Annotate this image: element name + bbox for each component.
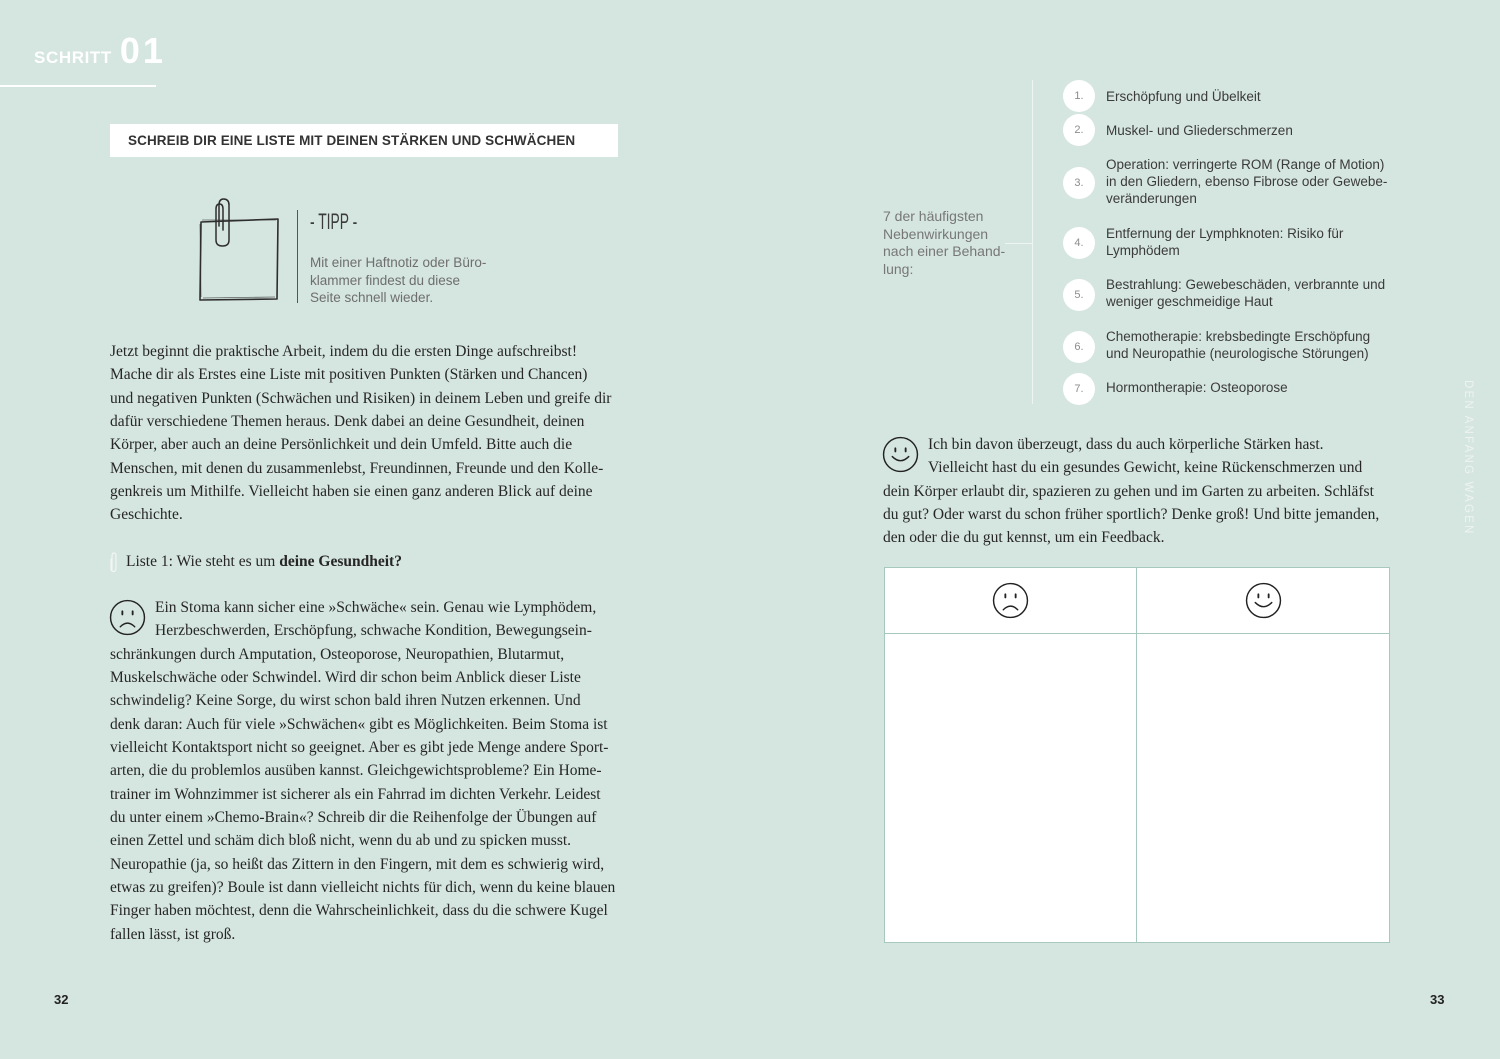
- side-effect-item: [1063, 328, 1393, 362]
- list-heading: [126, 550, 402, 573]
- side-effect-item: [1063, 379, 1393, 396]
- table-header-weaknesses: [885, 568, 1137, 634]
- paragraph-line: du unter einem »Chemo-Brain«? Schreib dir die Reihenfolge der Übungen auf: [110, 809, 597, 827]
- list-heading-topic: deine Gesundheit?: [279, 553, 402, 570]
- side-effect-text: [1106, 122, 1393, 139]
- list-heading-prefix: Liste 1: Wie steht es um: [126, 553, 280, 570]
- chapter-section-label: DEN ANFANG WAGEN: [1462, 380, 1474, 536]
- tip-line: klammer findest du diese: [310, 272, 461, 288]
- sticky-note-paperclip-icon: [190, 196, 290, 308]
- step-underline: [0, 85, 156, 87]
- side-effect-line: veränderungen: [1106, 191, 1197, 206]
- caption-connector-line: [1005, 243, 1032, 244]
- paragraph-line: arten, die du problemlos ausüben kannst. Gleichgewichtsprobleme? Ein Home-: [110, 762, 602, 780]
- paragraph-line: einen Zettel und schäm dich bloß nicht, wenn du ab und zu spicken musst.: [110, 832, 572, 850]
- side-effect-item: [1063, 156, 1393, 207]
- side-effect-text: [1106, 379, 1393, 396]
- paragraph-line: Mache dir als Erstes eine Liste mit positiven Punkten (Stärken und Chancen): [110, 366, 588, 384]
- step-label: [34, 30, 166, 72]
- paragraph-line: denk daran: Auch für viele »Schwächen« gibt es Möglichkeiten. Beim Stoma ist: [110, 715, 608, 733]
- side-effect-number: 3.: [1063, 167, 1095, 199]
- side-effect-number: 7.: [1063, 373, 1095, 405]
- tip-divider: [297, 210, 298, 303]
- side-effect-line: Chemotherapie: krebsbedingte Erschöpfung: [1106, 329, 1371, 344]
- paragraph-line: Herzbeschwerden, Erschöpfung, schwache Kondition, Bewegungsein-: [155, 622, 592, 640]
- paragraph-line: genkreis um Mithilfe. Vielleicht haben sie einen ganz anderen Blick auf deine: [110, 483, 593, 501]
- exercise-heading-box: [110, 124, 618, 157]
- tip-text: [310, 254, 486, 307]
- paragraph-line: dafür verschiedene Themen heraus. Denk dabei an deine Gesundheit, deinen: [110, 413, 585, 431]
- side-effect-line: und Neuropathie (neurologische Störungen): [1106, 346, 1369, 361]
- paragraph-line: du gut? Oder warst du schon früher sportlich? Denke groß! Und bitte jemanden,: [883, 506, 1380, 524]
- exercise-heading: SCHREIB DIR EINE LISTE MIT DEINEN STÄRKEN UND SCHWÄCHEN: [128, 133, 576, 148]
- strengths-paragraph: [883, 433, 1379, 550]
- paragraph-line: schwindelig? Keine Sorge, du wirst schon bald ihren Nutzen erkennen. Und: [110, 692, 581, 710]
- paragraph-line: Vielleicht hast du ein gesundes Gewicht, keine Rückenschmerzen und: [928, 459, 1363, 477]
- side-effect-text: [1106, 276, 1393, 310]
- paperclip-icon: [108, 551, 120, 573]
- side-effect-number: 1.: [1063, 80, 1095, 112]
- side-effects-caption: [883, 208, 1005, 278]
- side-effect-item: [1063, 88, 1393, 105]
- side-effect-text: [1106, 88, 1393, 105]
- caption-line: 7 der häufigsten: [883, 208, 984, 224]
- table-cell-strengths: [1137, 634, 1389, 942]
- side-effect-item: [1063, 122, 1393, 139]
- intro-paragraph: [110, 340, 611, 527]
- paragraph-line: Ich bin davon überzeugt, dass du auch körperliche Stärken hast.: [928, 436, 1324, 453]
- paragraph-line: Neuropathie (ja, so heißt das Zittern in den Fingern, mit dem es schwierig wird,: [110, 855, 605, 873]
- table-header-strengths: [1137, 568, 1389, 634]
- paragraph-line: und negativen Punkten (Schwächen und Risiken) in deinem Leben und greife dir: [110, 389, 612, 407]
- paragraph-line: Finger haben möchtest, denn die Wahrscheinlichkeit, dass du die schwere Kugel: [110, 902, 608, 920]
- side-effect-text: [1106, 328, 1393, 362]
- side-effect-number: 4.: [1063, 227, 1095, 259]
- side-effect-item: [1063, 225, 1393, 259]
- paragraph-line: trainer im Wohnzimmer ist sicherer als ein Fahrrad im dichten Verkehr. Leidest: [110, 785, 601, 803]
- caption-line: Nebenwirkungen: [883, 225, 989, 242]
- side-effect-number: 5.: [1063, 279, 1095, 311]
- weakness-paragraph: [110, 596, 615, 946]
- strengths-weaknesses-table: [884, 567, 1390, 943]
- side-effect-line: weniger geschmeidige Haut: [1106, 294, 1273, 309]
- paragraph-line: Ein Stoma kann sicher eine »Schwäche« sein. Genau wie Lymphödem,: [155, 599, 597, 616]
- page-number-left: 32: [54, 992, 69, 1007]
- side-effect-text: [1106, 225, 1393, 259]
- step-number: 01: [119, 30, 166, 71]
- caption-line: lung:: [883, 260, 914, 277]
- paragraph-line: Muskelschwäche oder Schwindel. Wird dir schon beim Anblick dieser Liste: [110, 669, 581, 687]
- side-effect-number: 6.: [1063, 331, 1095, 363]
- side-effect-line: in den Gliedern, ebenso Fibrose oder Gewebe-: [1106, 174, 1388, 189]
- tip-line: Mit einer Haftnotiz oder Büro-: [310, 255, 487, 270]
- paragraph-line: Jetzt beginnt die praktische Arbeit, indem du die ersten Dinge aufschreibst!: [110, 343, 578, 360]
- list-bracket-line: [1032, 80, 1033, 404]
- side-effect-line: Erschöpfung und Übelkeit: [1106, 89, 1261, 104]
- caption-line: nach einer Behand-: [883, 243, 1006, 260]
- sad-face-icon: [992, 582, 1029, 619]
- paragraph-line: den oder die du gut kennst, um ein Feedback.: [883, 529, 1165, 547]
- step-word: SCHRITT: [34, 48, 112, 67]
- side-effect-line: Muskel- und Gliederschmerzen: [1106, 123, 1293, 138]
- paragraph-line: fallen lässt, ist groß.: [110, 925, 236, 943]
- side-effect-line: Lymphödem: [1106, 243, 1180, 258]
- paragraph-line: vielleicht Kontaktsport nicht so geeignet. Aber es gibt jede Menge andere Sport-: [110, 739, 609, 757]
- page-number-right: 33: [1430, 992, 1445, 1007]
- tip-line: Seite schnell wieder.: [310, 290, 434, 305]
- happy-face-icon: [1245, 582, 1282, 619]
- side-effect-number: 2.: [1063, 114, 1095, 146]
- paragraph-line: Körper, aber auch an deine Persönlichkeit und dein Umfeld. Bitte auch die: [110, 436, 573, 454]
- tip-title: - TIPP -: [310, 209, 358, 234]
- side-effect-text: [1106, 156, 1393, 207]
- paragraph-line: Geschichte.: [110, 506, 183, 524]
- side-effect-line: Bestrahlung: Gewebeschäden, verbrannte und: [1106, 277, 1386, 292]
- paragraph-line: schränkungen durch Amputation, Osteoporose, Neuropathien, Blutarmut,: [110, 645, 565, 663]
- paragraph-line: etwas zu greifen)? Boule ist dann vielleicht nichts für dich, wenn du keine blauen: [110, 879, 616, 897]
- side-effect-line: Entfernung der Lymphknoten: Risiko für: [1106, 226, 1344, 241]
- side-effect-item: [1063, 276, 1393, 310]
- paragraph-line: Menschen, mit denen du zusammenlebst, Freundinnen, Freunde und den Kolle-: [110, 459, 604, 477]
- side-effect-line: Operation: verringerte ROM (Range of Motion): [1106, 157, 1385, 172]
- paragraph-line: dein Körper erlaubt dir, spazieren zu gehen und im Garten zu arbeiten. Schläfst: [883, 482, 1374, 500]
- table-cell-weaknesses: [885, 634, 1137, 942]
- side-effect-line: Hormontherapie: Osteoporose: [1106, 380, 1288, 395]
